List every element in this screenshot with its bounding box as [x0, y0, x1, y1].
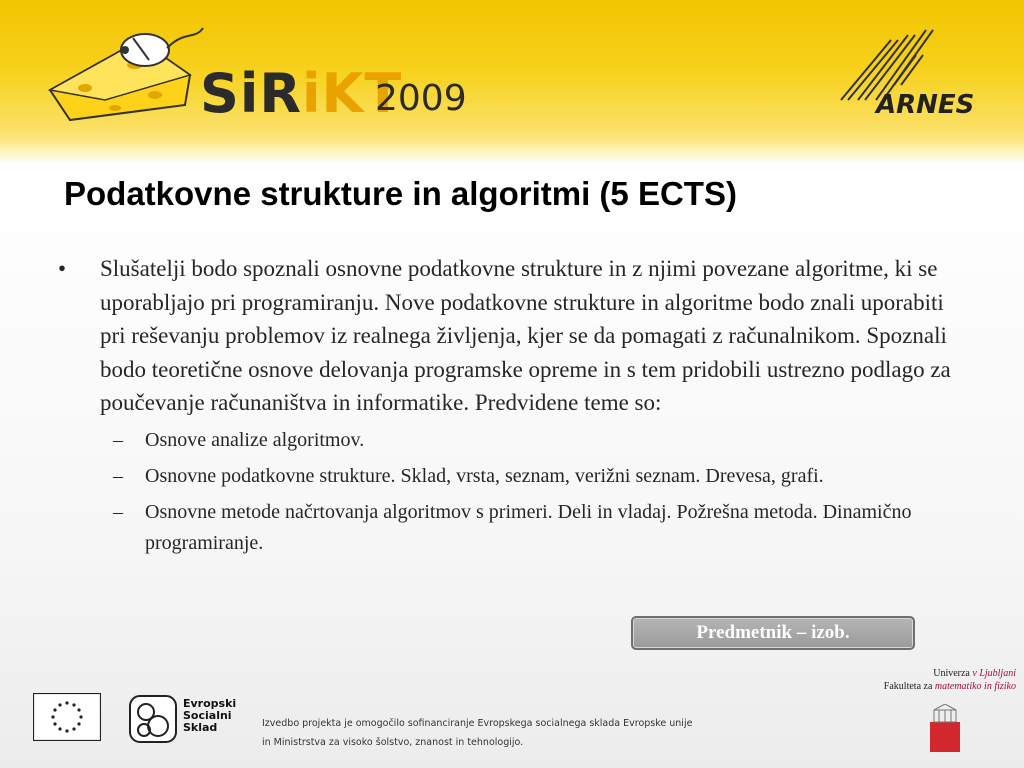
eu-flag-icon — [33, 693, 101, 741]
university-logo-icon — [930, 704, 960, 752]
cheese-mouse-logo — [45, 20, 205, 125]
dash-mark: – — [113, 428, 123, 451]
predmetnik-button[interactable]: Predmetnik – izob. — [631, 616, 915, 650]
slide-body — [58, 252, 968, 564]
logo-year: 2009 — [375, 78, 467, 119]
bullet-mark: • — [58, 256, 67, 281]
dash-mark: – — [113, 500, 123, 523]
university-label: Univerza v Ljubljani Fakulteta za matematiko in fiziko — [883, 668, 1016, 692]
svg-text:ARNES: ARNES — [876, 90, 975, 120]
topic-list — [58, 425, 968, 559]
esf-logo-icon — [128, 694, 178, 744]
topic-text: Osnovne metode načrtovanja algoritmov s primeri. Deli in vladaj. Požrešna metoda. Dinamično programiranje. — [145, 500, 912, 554]
topic-text: Osnove analize algoritmov. — [145, 428, 365, 451]
arnes-logo — [836, 25, 986, 120]
esf-label: Evropski Socialni Sklad — [183, 697, 237, 734]
topic-text: Osnovne podatkovne strukture. Sklad, vrsta, seznam, verižni seznam. Drevesa, grafi. — [145, 464, 824, 487]
topic-item — [58, 461, 968, 492]
bullet-item — [58, 252, 968, 420]
dash-mark: – — [113, 464, 123, 487]
bullet-text: Slušatelji bodo spoznali osnovne podatkovne strukture in z njimi povezane algoritme, ki se uporabljajo pri programiranju. Nove podatkovne strukture in algoritme bodo znali uporabiti pri reševanju problemov iz realnega življenja, kjer se da pomagati z računalnikom. Spoznali bodo teoretične osnove delovanja programske opreme in s tem pridobili ustrezno podlago za poučevanje računaništva in informatike. Predvidene teme so: — [100, 256, 951, 415]
header-fade — [0, 140, 1024, 170]
topic-item — [58, 425, 968, 456]
funding-note: Izvedbo projekta je omogočilo sofinanciranje Evropskega socialnega sklada Evropske unije in Ministrstva za visoko šolstvo, znanost in tehnologijo. — [262, 718, 693, 748]
slide-title: Podatkovne strukture in algoritmi (5 ECTS) — [64, 175, 737, 212]
logo-text: SiRiKT — [200, 62, 403, 125]
topic-item — [58, 497, 968, 559]
